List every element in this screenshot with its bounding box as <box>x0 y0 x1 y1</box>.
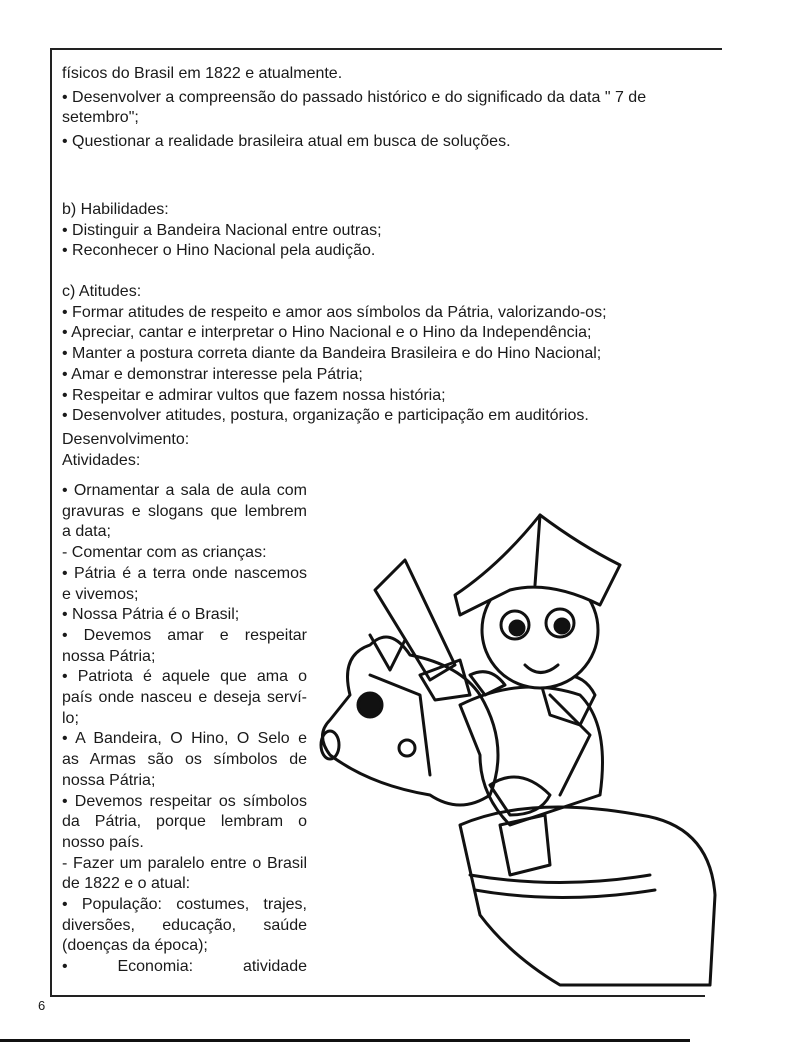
atividades-line: (doenças da época); <box>62 937 208 955</box>
section-heading: c) Atitudes: <box>62 283 142 300</box>
objective-line: setembro"; <box>62 109 139 127</box>
horse-eye <box>358 693 382 717</box>
atividades-line: - Comentar com as crianças: <box>62 544 267 562</box>
atividades-line: nossa Pátria; <box>62 647 156 665</box>
atividades-line: de 1822 e o atual: <box>62 875 191 893</box>
atividades-line: lo; <box>62 709 79 727</box>
atividades-line: • Economia: atividade <box>62 958 307 976</box>
list-item: • Amar e demonstrar interesse pela Pátria; <box>62 365 363 383</box>
section-heading: Desenvolvimento: <box>62 431 190 448</box>
atividades-line: • Nossa Pátria é o Brasil; <box>62 606 240 624</box>
list-item: • Respeitar e admirar vultos que fazem nossa história; <box>62 386 446 404</box>
atividades-line: - Fazer um paralelo entre o Brasil <box>62 854 307 872</box>
frame-left-border <box>50 48 52 996</box>
list-item: • Formar atitudes de respeito e amor aos símbolos da Pátria, valorizando-os; <box>62 303 607 321</box>
list-item: • Distinguir a Bandeira Nacional entre outras; <box>62 221 382 239</box>
atividades-line: e vivemos; <box>62 585 139 603</box>
objectives-section <box>62 64 646 153</box>
section-subheading: Atividades: <box>62 451 141 469</box>
atividades-line: gravuras e slogans que lembrem <box>62 502 307 520</box>
atividades-line: • Ornamentar a sala de aula com <box>62 482 307 499</box>
frame-bottom-border <box>50 995 705 997</box>
atividades-line: da Pátria, porque lembram o <box>62 813 307 831</box>
objective-line: • Desenvolver a compreensão do passado histórico e do significado da data " 7 de <box>62 88 647 106</box>
desenvolvimento-heading-block <box>62 430 189 471</box>
objective-line: físicos do Brasil em 1822 e atualmente. <box>62 65 343 82</box>
page-number: 6 <box>38 998 46 1013</box>
atividades-line: • Devemos respeitar os símbolos <box>62 792 307 810</box>
atividades-line: • Pátria é a terra onde nascemos <box>62 564 307 582</box>
section-heading: b) Habilidades: <box>62 201 169 218</box>
atividades-line: as Armas são os símbolos de <box>62 751 307 769</box>
boy-on-hobby-horse-illustration <box>310 495 720 995</box>
list-item: • Manter a postura correta diante da Bandeira Brasileira e do Hino Nacional; <box>62 345 602 363</box>
atividades-line: • A Bandeira, O Hino, O Selo e <box>62 730 307 748</box>
list-item: • Desenvolver atitudes, postura, organização e participação em auditórios. <box>62 407 589 425</box>
atividades-line: • Patriota é aquele que ama o <box>62 668 307 686</box>
atividades-line: • Devemos amar e respeitar <box>62 626 307 644</box>
atividades-line: nosso país. <box>62 833 144 851</box>
frame-top-border <box>50 48 722 50</box>
horse-head <box>323 637 499 805</box>
atividades-line: país onde nasceu e deseja serví- <box>62 689 307 707</box>
objective-line: • Questionar a realidade brasileira atual em busca de soluções. <box>62 133 511 151</box>
atividades-line: diversões, educação, saúde <box>62 916 307 934</box>
atividades-column <box>62 481 307 978</box>
atitudes-section <box>62 282 607 427</box>
atividades-line: a data; <box>62 523 111 541</box>
habilidades-section <box>62 200 382 262</box>
list-item: • Apreciar, cantar e interpretar o Hino Nacional e o Hino da Independência; <box>62 324 592 342</box>
atividades-line: • População: costumes, trajes, <box>62 896 307 914</box>
page-bottom-rule <box>0 1039 690 1042</box>
list-item: • Reconhecer o Hino Nacional pela audição. <box>62 242 376 260</box>
atividades-line: nossa Pátria; <box>62 771 156 789</box>
